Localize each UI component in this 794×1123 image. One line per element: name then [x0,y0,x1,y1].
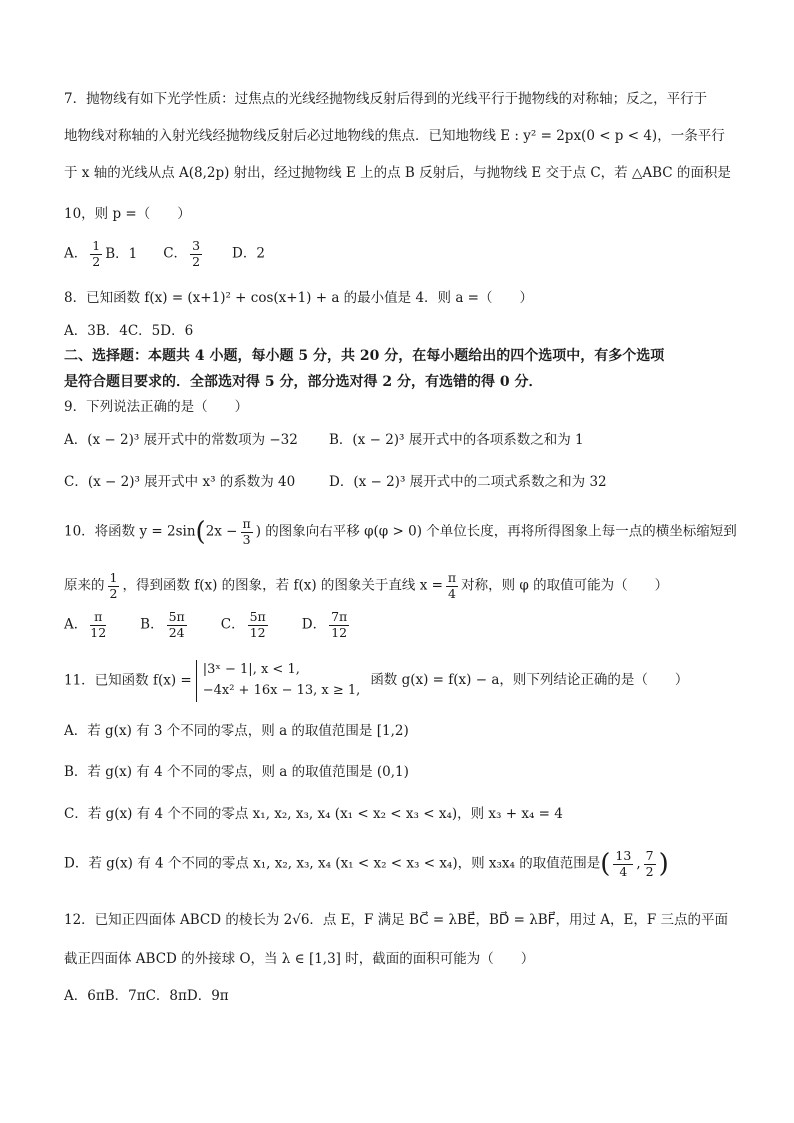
q10-opt-b-den: 24 [168,624,185,640]
q7-opt-c-label: C． [163,245,188,262]
q8-options: A．3B．4C．5D．6 [64,323,194,339]
q11-stem-a: 11．已知函数 f(x) = [64,672,192,689]
q11-case2: −4x² + 16x − 13, x ≥ 1, [202,682,361,698]
q9-opt-a: A．(x − 2)³ 展开式中的常数项为 −32 [64,432,298,448]
q11-piecewise [196,660,361,702]
q10-opt-c [248,611,268,639]
q10-x-den: 4 [448,585,456,601]
q11-stem-b: 函数 g(x) = f(x) − a，则下列结论正确的是（ ） [370,672,689,689]
q7-opt-d: D．2 [232,245,265,262]
q10-opt-d-num: 7π [331,609,348,624]
q11-opt-d: D．若 g(x) 有 4 个不同的零点 x₁, x₂, x₃, x₄ (x₁ < x₂ < x₃ < x₄)，则 x₃x₄ 的取值范围是( $\frac{13}{4}$ , $\frac{7}{2}$ ) [64,848,669,879]
q10-opt-d-label: D． [301,616,327,633]
q10-opt-a [90,611,106,639]
q10-half [108,572,120,600]
q10-line1: 10．将函数 y = 2sin(2x − $\frac{\pi}{3}$ ) 的图象向右平移 φ(φ > 0) 个单位长度，再将所得图象上每一点的横坐标缩短到 [64,516,737,547]
q11-opt-d-num2: 7 [645,848,654,863]
q7-opt-b: B．1 [105,245,138,262]
q10-open-paren: ( [195,517,206,547]
q10-half-num: 1 [109,570,118,585]
q7-line3: 于 x 轴的光线从点 A(8,2p) 射出，经过抛物线 E 上的点 B 反射后，与抛物线 E 交于点 C，若 △ABC 的面积是 [64,165,731,181]
q10-pi-over-3 [241,518,253,546]
q10-options [64,611,352,639]
q11-opt-d-text: D．若 g(x) 有 4 个不同的零点 x₁, x₂, x₃, x₄ (x₁ < x₂ < x₃ < x₄)，则 x₃x₄ 的取值范围是 [64,855,601,872]
q12-line1: 12．已知正四面体 ABCD 的棱长为 2√6．点 E，F 满足 BC⃗ = λBE⃗，BD⃗ = λBF⃗，用过 A，E，F 三点的平面 [64,912,729,928]
q11-opt-d-num1: 13 [615,848,632,863]
q12-line2: 截正四面体 ABCD 的外接球 O，当 λ ∈ [1,3] 时，截面的面积可能为（ ） [64,951,535,967]
q10-line2-b: ，得到函数 f(x) 的图象，若 f(x) 的图象关于直线 x = [122,577,443,594]
q10-opt-d [329,611,349,639]
q10-opt-b-label: B． [140,616,164,633]
q11-opt-d-frac1 [613,850,633,878]
q11-stem [64,660,688,702]
q8-stem: 8．已知函数 f(x) = (x+1)² + cos(x+1) + a 的最小值是 4．则 a =（ ） [64,290,533,306]
q10-stem-a: 10．将函数 y = 2sin [64,523,196,540]
q7-opt-a-den: 2 [92,253,101,269]
q9-stem: 9．下列说法正确的是（ ） [64,399,249,415]
q10-pi-over-4 [446,572,458,600]
q11-opt-a: A．若 g(x) 有 3 个不同的零点，则 a 的取值范围是 [1,2) [64,723,409,739]
q9-opt-b: B．(x − 2)³ 展开式中的各项系数之和为 1 [329,432,584,448]
q10-opt-b-num: 5π [168,609,185,624]
q11-opt-d-frac2 [644,850,656,878]
q10-pi: π [242,516,251,531]
q7-line1: 7．抛物线有如下光学性质：过焦点的光线经抛物线反射后得到的光线平行于抛物线的对称轴；反之，平行于 [64,91,708,107]
q7-opt-c-frac [190,240,202,268]
q11-opt-d-close: ) [658,849,669,879]
q9-opt-d: D．(x − 2)³ 展开式中的二项式系数之和为 32 [329,474,607,490]
q10-x-num: π [447,570,457,585]
section2-line1: 二、选择题：本题共 4 小题，每小题 5 分，共 20 分，在每小题给出的四个选项中，有多个选项 [64,348,665,364]
q10-opt-a-num: π [90,611,106,626]
q10-opt-c-den: 12 [249,624,266,640]
q11-opt-c: C．若 g(x) 有 4 个不同的零点 x₁, x₂, x₃, x₄ (x₁ < x₂ < x₃ < x₄)，则 x₃ + x₄ = 4 [64,806,563,822]
q7-opt-a-frac [90,240,102,268]
q10-opt-c-num: 5π [249,609,266,624]
q7-opt-a-label: A． [64,245,88,262]
q9-opt-c: C．(x − 2)³ 展开式中 x³ 的系数为 40 [64,474,296,490]
q7-options [64,240,265,268]
q10-opt-b [167,611,187,639]
q11-opt-d-den2: 2 [645,863,654,879]
q7-opt-c-den: 2 [192,253,201,269]
q10-three: 3 [242,531,251,547]
q10-line2 [64,572,668,600]
q11-opt-d-open: ( [600,849,611,879]
q10-half-den: 2 [109,585,118,601]
q7-line2: 地物线对称轴的入射光线经抛物线反射后必过地物线的焦点．已知地物线 E : y² = 2px(0 < p < 4)，一条平行 [64,128,725,144]
q7-opt-c-num: 3 [192,238,201,253]
q10-opt-a-label: A． [64,616,88,633]
section2-line2: 是符合题目要求的．全部选对得 5 分，部分选对得 2 分，有选错的得 0 分． [64,374,543,390]
q7-line4: 10，则 p =（ ） [64,206,191,222]
q11-opt-d-den1: 4 [619,863,628,879]
q10-line2-a: 原来的 [64,577,105,594]
q10-line2-c: 对称，则 φ 的取值可能为（ ） [461,577,669,594]
q10-opt-a-den: 12 [90,624,107,640]
q10-opt-d-den: 12 [331,624,348,640]
q7-opt-a-num: 1 [92,238,101,253]
q10-opt-c-label: C． [220,616,245,633]
q11-opt-b: B．若 g(x) 有 4 个不同的零点，则 a 的取值范围是 (0,1) [64,764,409,780]
q10-stem-b: ) 的图象向右平移 φ(φ > 0) 个单位长度，再将所得图象上每一点的横坐标缩短到 [255,523,737,540]
q12-options: A．6πB．7πC．8πD．9π [64,988,229,1004]
q11-case1: |3ˣ − 1|, x < 1, [202,662,300,677]
